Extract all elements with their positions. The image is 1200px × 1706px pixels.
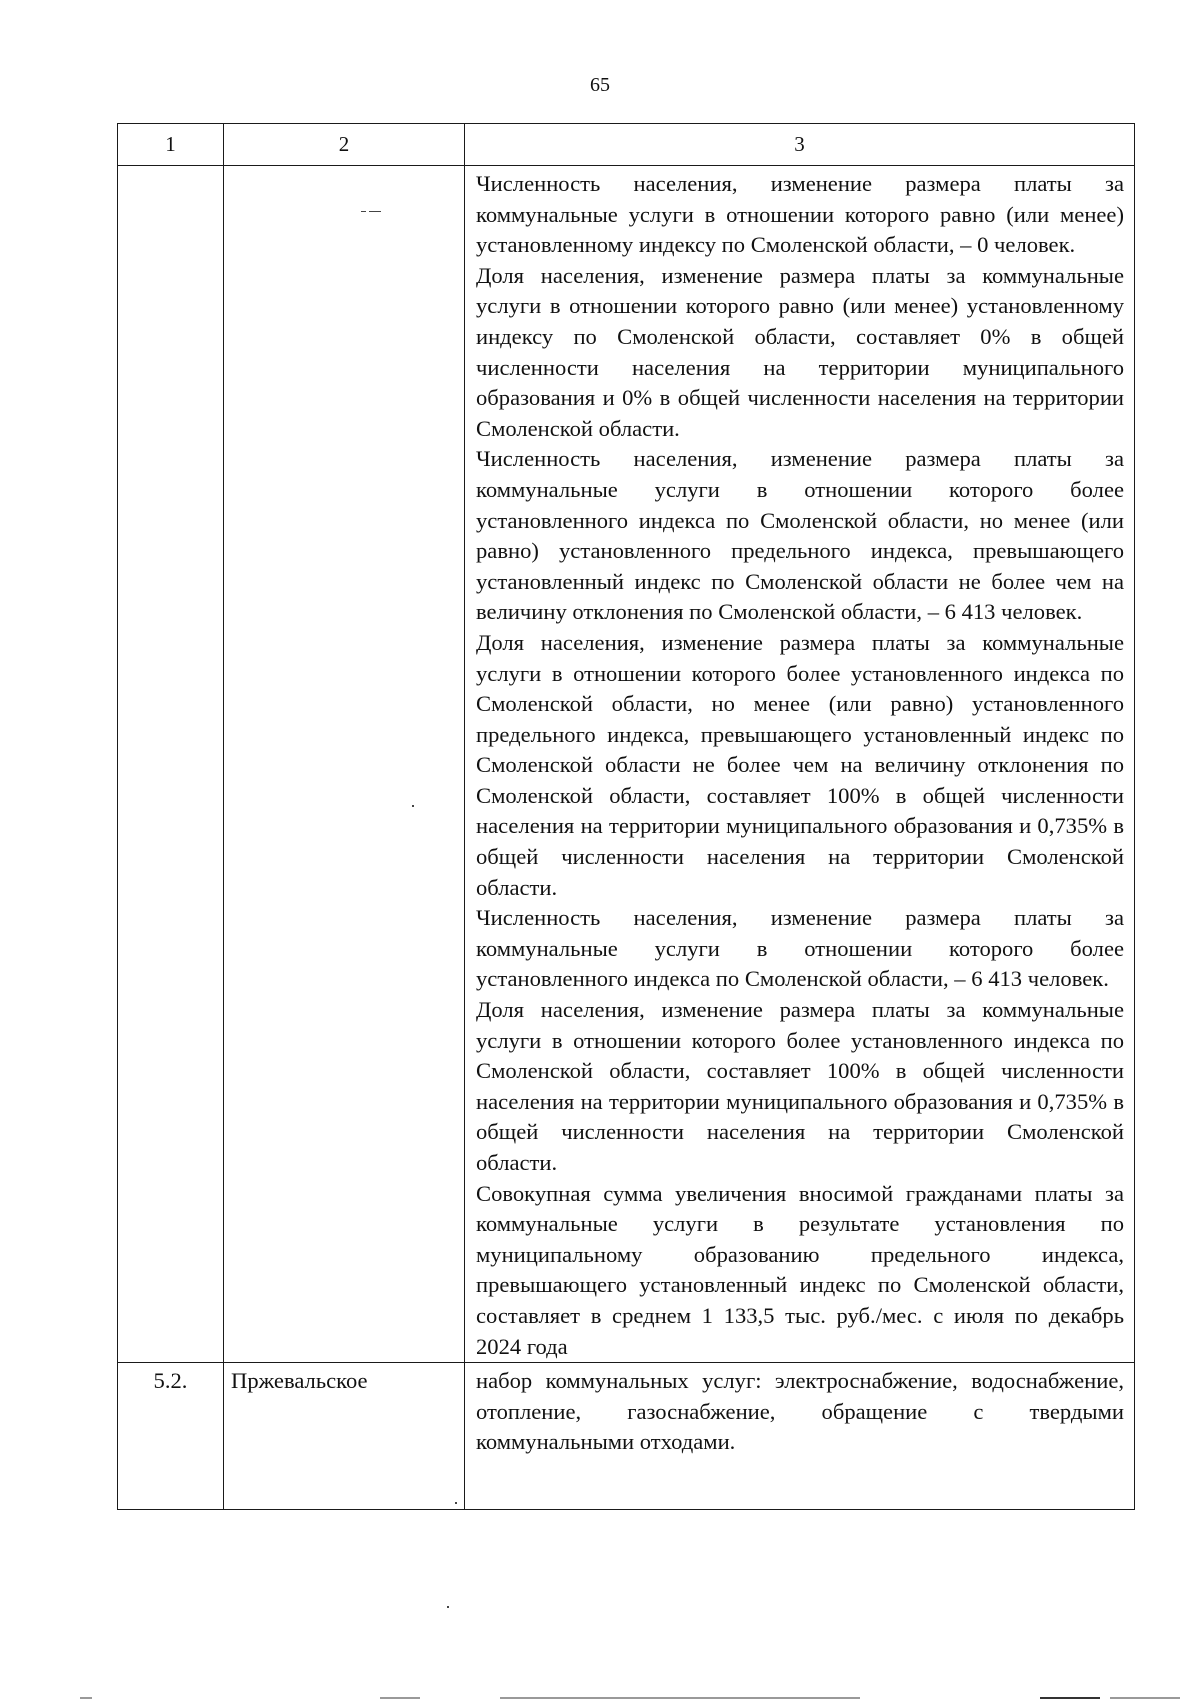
- table-header-row: [118, 124, 1135, 166]
- data-table: [117, 123, 1135, 1510]
- table-row: [118, 166, 1135, 1363]
- row1-description: [465, 166, 1135, 1363]
- scan-speck: [455, 1502, 457, 1504]
- paragraph: Совокупная сумма увеличения вносимой гражданами платы за коммунальные услуги в результате установления по муниципальному образованию предельного индекса, превышающего установленный индекс по Смоленской области, составляет в среднем 1 133,5 тыс. руб./мес. с июля по декабрь 2024 года: [476, 1180, 1124, 1359]
- scan-artifact-strip: [80, 1697, 1180, 1699]
- scan-speck: [361, 211, 366, 212]
- scan-speck: [412, 805, 414, 807]
- paragraph: Доля населения, изменение размера платы за коммунальные услуги в отношении которого более установленного индекса по Смоленской области, но менее (или равно) установленного предельного индекса, превышающего установленный индекс по Смоленской области не более чем на величину отклонения по Смоленской области, составляет 100% в общей численности населения на территории муниципального образования и 0,735% в общей численности населения на территории Смоленской области.: [476, 629, 1124, 900]
- row2-name: Пржевальское: [224, 1363, 465, 1510]
- row2-description: [465, 1363, 1135, 1510]
- header-col-2: 2: [224, 124, 465, 166]
- paragraph: Численность населения, изменение размера платы за коммунальные услуги в отношении которого более установленного индекса по Смоленской области, но менее (или равно) установленного предельного индекса, превышающего установленный индекс по Смоленской области не более чем на величину отклонения по Смоленской области, – 6 413 человек.: [476, 446, 1124, 625]
- table-row: [118, 1363, 1135, 1510]
- paragraph: Доля населения, изменение размера платы за коммунальные услуги в отношении которого более установленного индекса по Смоленской области, составляет 100% в общей численности населения на территории муниципального образования и 0,735% в общей численности населения на территории Смоленской области.: [476, 997, 1124, 1175]
- paragraph: набор коммунальных услуг: электроснабжение, водоснабжение, отопление, газоснабжение, обращение с твердыми коммунальными отходами.: [476, 1368, 1124, 1455]
- paragraph: Доля населения, изменение размера платы за коммунальные услуги в отношении которого равно (или менее) установленному индексу по Смоленской области, составляет 0% в общей численности населения на территории муниципального образования и 0% в общей численности населения на территории Смоленской области.: [476, 262, 1124, 441]
- paragraph: Численность населения, изменение размера платы за коммунальные услуги в отношении которого более установленного индекса по Смоленской области, – 6 413 человек.: [476, 905, 1124, 992]
- scan-speck: [369, 211, 381, 212]
- row1-number: [118, 166, 224, 1363]
- scan-speck: [447, 1606, 449, 1608]
- header-col-3: 3: [465, 124, 1135, 166]
- page-number: 65: [590, 74, 610, 96]
- paragraph: Численность населения, изменение размера платы за коммунальные услуги в отношении которого равно (или менее) установленному индексу по Смоленской области, – 0 человек.: [476, 171, 1124, 258]
- header-col-1: 1: [118, 124, 224, 166]
- row1-name: [224, 166, 465, 1363]
- row2-number: 5.2.: [118, 1363, 224, 1510]
